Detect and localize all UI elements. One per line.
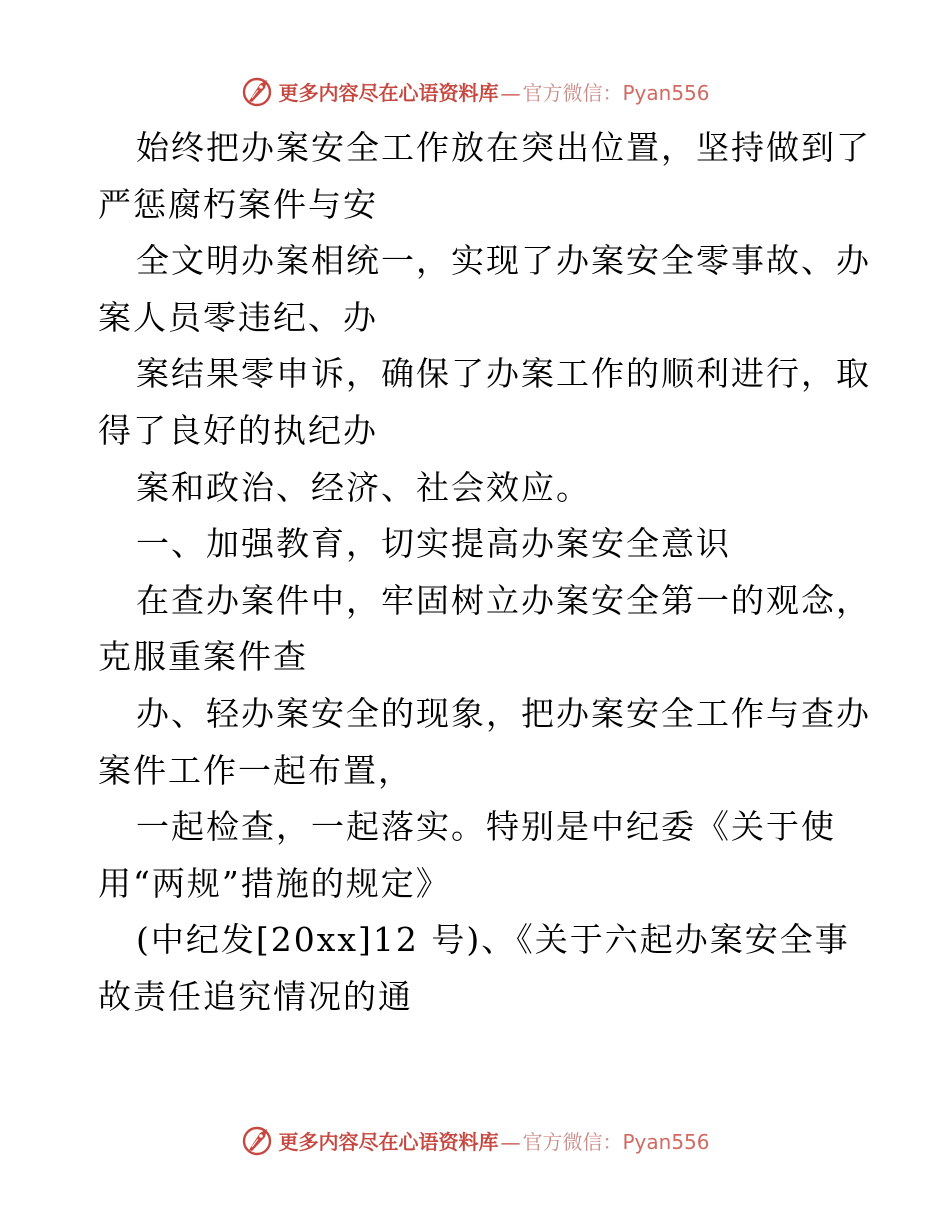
- body-line: 案和政治、经济、社会效应。: [136, 467, 591, 507]
- banner-site-name: 更多内容尽在心语资料库: [278, 80, 499, 105]
- section-heading: 一、加强教育，切实提高办案安全意识: [136, 524, 731, 564]
- banner-wechat-id: Pyan556: [622, 1129, 710, 1154]
- body-line: (中纪发[20xx]12 号)、《关于六起办案安全事: [136, 920, 850, 960]
- banner-wechat-label: 官方微信：: [522, 1129, 623, 1154]
- body-line: 办、轻办案安全的现象，把办案安全工作与查办: [136, 693, 871, 733]
- header-watermark-banner: [0, 71, 950, 111]
- banner-wechat-label: 官方微信：: [522, 80, 623, 105]
- body-line: 得了良好的执纪办: [98, 410, 378, 450]
- body-line: 一起检查，一起落实。特别是中纪委《关于使: [136, 807, 836, 847]
- body-line: 用“两规”措施的规定》: [98, 863, 451, 903]
- body-line: 克服重案件查: [98, 637, 308, 677]
- body-line: 始终把办案安全工作放在突出位置，坚持做到了: [136, 128, 871, 167]
- body-line: 案人员零违纪、办: [98, 297, 378, 337]
- banner-site-name: 更多内容尽在心语资料库: [278, 1129, 499, 1154]
- pen-nib-logo-icon: [240, 74, 274, 108]
- body-line: 案件工作一起布置，: [98, 750, 413, 790]
- banner-dash: —: [500, 1129, 521, 1154]
- pen-nib-logo-icon: [240, 1123, 274, 1157]
- banner-wechat-id: Pyan556: [622, 80, 710, 105]
- body-line: 案结果零申诉，确保了办案工作的顺利进行，取: [136, 354, 871, 394]
- banner-dash: —: [500, 80, 521, 105]
- body-line: 故责任追究情况的通: [98, 976, 413, 1016]
- body-line: 在查办案件中，牢固树立办案安全第一的观念，: [136, 580, 871, 620]
- footer-watermark-banner: [0, 1120, 950, 1160]
- body-line: 全文明办案相统一，实现了办案安全零事故、办: [136, 241, 871, 281]
- body-line: 严惩腐朽案件与安: [98, 184, 378, 224]
- document-body: [98, 120, 871, 1026]
